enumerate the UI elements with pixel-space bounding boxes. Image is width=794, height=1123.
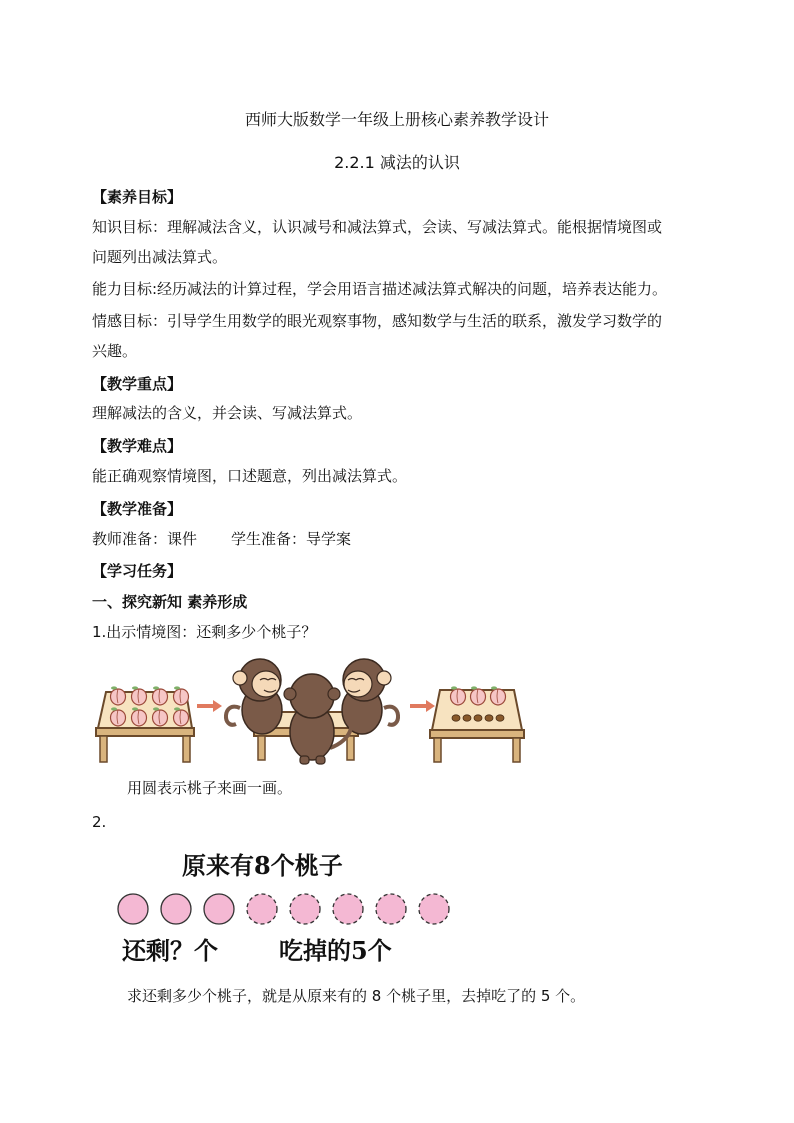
- eaten-peach-circle: [376, 894, 406, 924]
- key-text: 理解减法的含义，并会读、写减法算式。: [92, 404, 363, 422]
- item1-caption: 用圆表示桃子来画一画。: [127, 779, 293, 797]
- key-heading: 【教学重点】: [92, 375, 183, 393]
- difficulty-heading: 【教学难点】: [92, 437, 183, 455]
- goal-knowledge-line1: 知识目标：理解减法含义，认识减号和减法算式，会读、写减法算式。能根据情境图或: [92, 218, 663, 236]
- remaining-peach-circle: [204, 894, 234, 924]
- item2-text: 求还剩多少个桃子，就是从原来有的 8 个桃子里，去掉吃了的 5 个。: [127, 987, 586, 1005]
- eaten-peach-circle: [333, 894, 363, 924]
- page-subtitle: 2.2.1 减法的认识: [334, 153, 460, 172]
- eaten-peach-circle: [419, 894, 449, 924]
- eaten-peach-circle: [247, 894, 277, 924]
- goal-emotion-line2: 兴趣。: [92, 342, 138, 360]
- goal-ability: 能力目标:经历减法的计算过程，学会用语言描述减法算式解决的问题，培养表达能力。: [92, 280, 668, 298]
- item2-label: 2.: [92, 813, 107, 831]
- fig2-right-label: 吃掉的5个: [279, 936, 392, 965]
- fig2-left-label: 还剩？个: [122, 936, 218, 965]
- remaining-peach-circle: [161, 894, 191, 924]
- page-title: 西师大版数学一年级上册核心素养教学设计: [244, 110, 549, 129]
- prep-teacher: 教师准备：课件: [92, 530, 198, 548]
- goals-heading: 【素养目标】: [92, 188, 183, 206]
- goal-knowledge-line2: 问题列出减法算式。: [92, 248, 228, 266]
- fig2-top-label: 原来有8个桃子: [182, 851, 343, 880]
- eaten-peach-circle: [290, 894, 320, 924]
- goal-emotion-line1: 情感目标：引导学生用数学的眼光观察事物，感知数学与生活的联系，激发学习数学的: [92, 312, 663, 330]
- prep-student: 学生准备：导学案: [231, 530, 352, 548]
- difficulty-text: 能正确观察情境图，口述题意，列出减法算式。: [92, 467, 408, 485]
- remaining-peach-circle: [118, 894, 148, 924]
- prep-heading: 【教学准备】: [92, 500, 183, 518]
- task-heading: 【学习任务】: [92, 562, 183, 580]
- part1-heading: 一、探究新知 素养形成: [92, 593, 248, 611]
- item1-text: 1.出示情境图：还剩多少个桃子？: [92, 623, 317, 641]
